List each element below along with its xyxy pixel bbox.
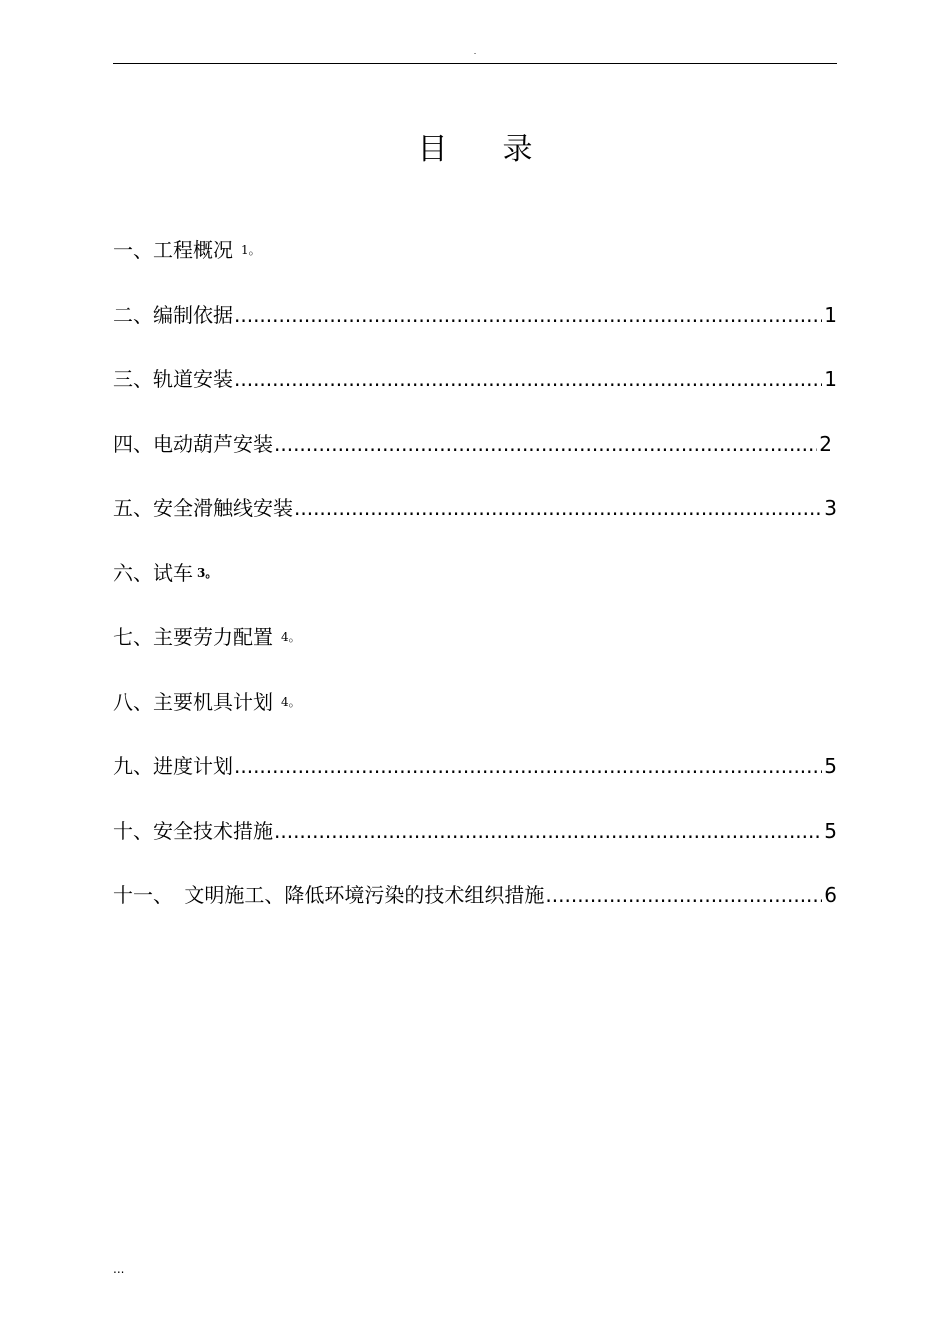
dot-leader	[234, 358, 822, 400]
toc-entry-page: 1。	[241, 243, 261, 257]
toc-entry-page: 3	[824, 496, 837, 520]
toc-entry[interactable]	[113, 874, 837, 916]
toc-entry[interactable]	[113, 358, 837, 400]
footer-mark: ...	[113, 1262, 125, 1276]
dot-leader	[294, 487, 822, 529]
toc-entry[interactable]	[113, 294, 837, 336]
toc-entry-page: 4。	[281, 694, 301, 709]
dot-leader	[234, 294, 822, 336]
toc-entry[interactable]	[113, 487, 837, 529]
dot-leader	[234, 745, 822, 787]
title-char-1: 目	[417, 132, 448, 167]
toc-entry[interactable]	[113, 745, 837, 787]
toc-entry-page: 5	[824, 818, 837, 843]
toc-entry-label: 一、工程概况	[113, 238, 233, 262]
toc-entry-label: 十、安全技术措施	[113, 818, 273, 843]
page-title	[0, 128, 950, 172]
toc-entry-number: 十一、	[113, 883, 173, 907]
toc-entry-page: 3。	[197, 565, 218, 580]
table-of-contents	[113, 229, 837, 939]
toc-entry-label: 四、电动葫芦安装	[113, 431, 273, 456]
toc-entry-page: 6	[824, 883, 837, 907]
toc-entry[interactable]	[113, 423, 837, 465]
header-mark: .	[473, 47, 477, 56]
dot-leader	[274, 810, 822, 852]
toc-entry-label: 文明施工、降低环境污染的技术组织措施	[184, 883, 545, 907]
toc-entry-label: 八、主要机具计划	[113, 689, 273, 714]
toc-entry-label: 二、编制依据	[113, 302, 233, 327]
title-char-2: 录	[502, 132, 533, 167]
toc-entry-label: 九、进度计划	[113, 754, 233, 778]
dot-leader	[274, 423, 817, 465]
toc-entry-page: 2	[819, 431, 832, 456]
toc-entry-label: 七、主要劳力配置	[113, 625, 273, 649]
toc-entry[interactable]	[113, 229, 837, 271]
toc-entry[interactable]	[113, 552, 837, 594]
toc-entry[interactable]	[113, 616, 837, 658]
toc-entry-label: 五、安全滑触线安装	[113, 496, 293, 520]
toc-entry-label: 三、轨道安装	[113, 367, 233, 391]
toc-entry-page: 5	[824, 754, 837, 778]
dot-leader	[545, 874, 822, 916]
toc-entry-label: 六、试车	[113, 560, 193, 585]
toc-entry[interactable]	[113, 810, 837, 852]
header-rule	[113, 63, 837, 64]
toc-entry[interactable]	[113, 681, 837, 723]
toc-entry-page: 4。	[281, 630, 301, 644]
toc-entry-page: 1	[824, 302, 837, 327]
toc-entry-page: 1	[824, 367, 837, 391]
